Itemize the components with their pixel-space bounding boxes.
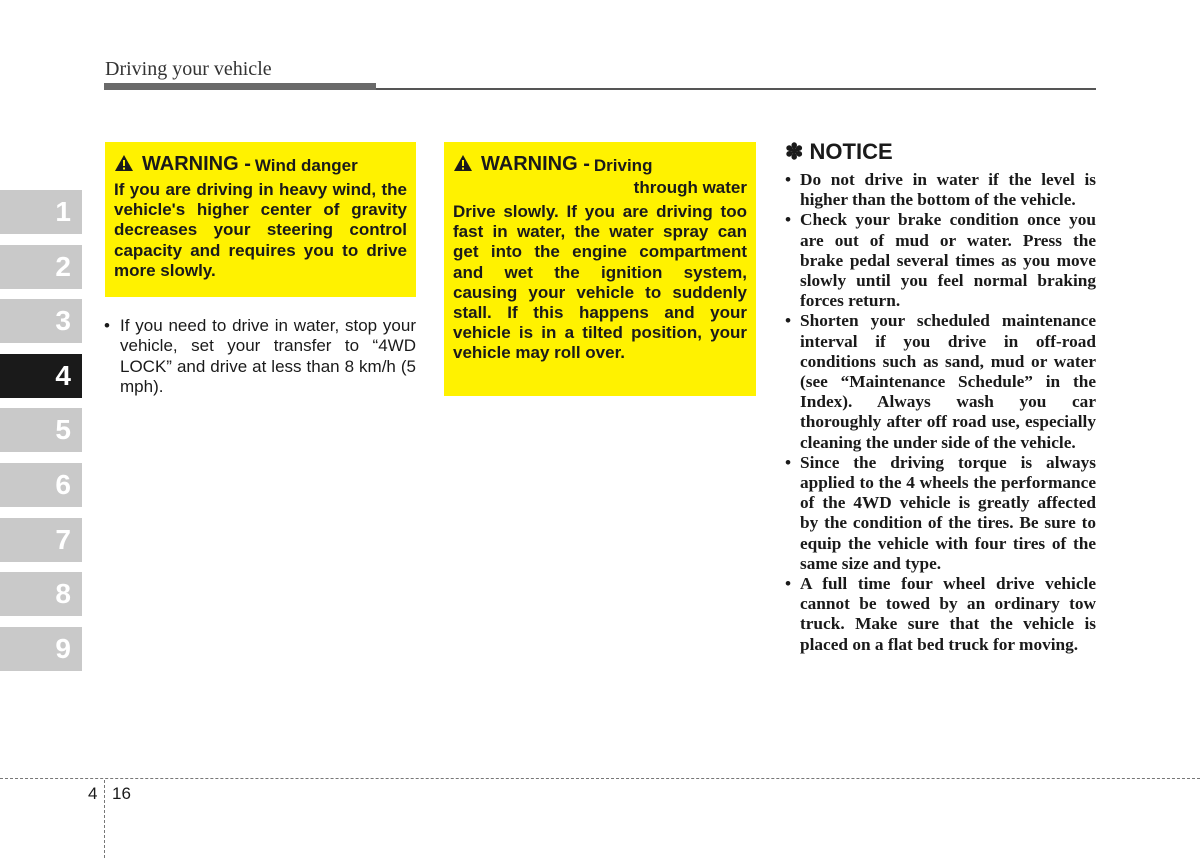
notice-title: ✽ NOTICE bbox=[785, 139, 893, 164]
bullet-text: If you need to drive in water, stop your vehicle, set your transfer to “4WD LOCK” and drive at less than 8 km/h (5 mph). bbox=[120, 316, 416, 396]
bullet-paragraph bbox=[104, 316, 416, 397]
notice-item: • Check your brake condition once you are out of mud or water. Press the brake pedal several times as you move slowly until you feel normal braking forces return. bbox=[785, 210, 1096, 311]
header-rule-thick bbox=[104, 83, 376, 90]
warning-triangle-icon bbox=[114, 154, 134, 172]
warning-box-wind bbox=[105, 142, 416, 297]
chapter-tabs bbox=[0, 190, 82, 681]
warning-subject-line1: Driving bbox=[593, 156, 653, 175]
chapter-tab-9[interactable]: 9 bbox=[0, 627, 82, 671]
warning-body: Drive slowly. If you are driving too fast in water, the water spray can get into the engine compartment and wet the ignition system, causing your vehicle to suddenly stall. If this happens and your vehicle is in a tilted position, your vehicle may roll over. bbox=[453, 202, 747, 363]
chapter-tab-5[interactable]: 5 bbox=[0, 408, 82, 452]
bullet-dot: • bbox=[104, 316, 110, 335]
chapter-tab-4-active[interactable]: 4 bbox=[0, 354, 82, 398]
notice-item: • A full time four wheel drive vehicle cannot be towed by an ordinary tow truck. Make sure that the vehicle is placed on a flat bed truck for moving. bbox=[785, 574, 1096, 654]
page-number: 16 bbox=[112, 784, 131, 803]
chapter-tab-6[interactable]: 6 bbox=[0, 463, 82, 507]
header-rule-thin bbox=[376, 88, 1096, 90]
chapter-tab-1[interactable]: 1 bbox=[0, 190, 82, 234]
chapter-tab-8[interactable]: 8 bbox=[0, 572, 82, 616]
chapter-tab-2[interactable]: 2 bbox=[0, 245, 82, 289]
footer-vertical-divider bbox=[104, 780, 105, 858]
notice-item: • Shorten your scheduled maintenance interval if you drive in off-road conditions such as sand, mud or water (see “Maintenance Schedule” in the Index). Always wash you car thoroughly after off road use, especially cleaning the under side of the vehicle. bbox=[785, 311, 1096, 452]
notice-item: • Do not drive in water if the level is higher than the bottom of the vehicle. bbox=[785, 170, 1096, 210]
warning-body: If you are driving in heavy wind, the vehicle's higher center of gravity decreases your steering control capacity and requires you to drive more slowly. bbox=[114, 180, 407, 280]
warning-subject: Wind danger bbox=[254, 156, 358, 175]
notice-section bbox=[785, 139, 1096, 655]
warning-heading bbox=[114, 152, 407, 178]
warning-heading bbox=[453, 152, 747, 200]
notice-list bbox=[785, 170, 1096, 655]
warning-subject-line2: through water bbox=[633, 178, 747, 197]
chapter-tab-7[interactable]: 7 bbox=[0, 518, 82, 562]
warning-label: WARNING - bbox=[481, 153, 590, 175]
warning-triangle-icon bbox=[453, 154, 473, 172]
warning-subject bbox=[594, 154, 747, 200]
section-title: Driving your vehicle bbox=[105, 58, 272, 80]
warning-box-water bbox=[444, 142, 756, 396]
footer-divider bbox=[0, 778, 1200, 779]
warning-label: WARNING - bbox=[142, 153, 251, 175]
chapter-tab-3[interactable]: 3 bbox=[0, 299, 82, 343]
page-chapter-number: 4 bbox=[88, 784, 98, 803]
notice-item: • Since the driving torque is always applied to the 4 wheels the performance of the 4WD vehicle is greatly affected by the condition of the tires. Be sure to equip the vehicle with four tires of the same size and type. bbox=[785, 452, 1096, 573]
